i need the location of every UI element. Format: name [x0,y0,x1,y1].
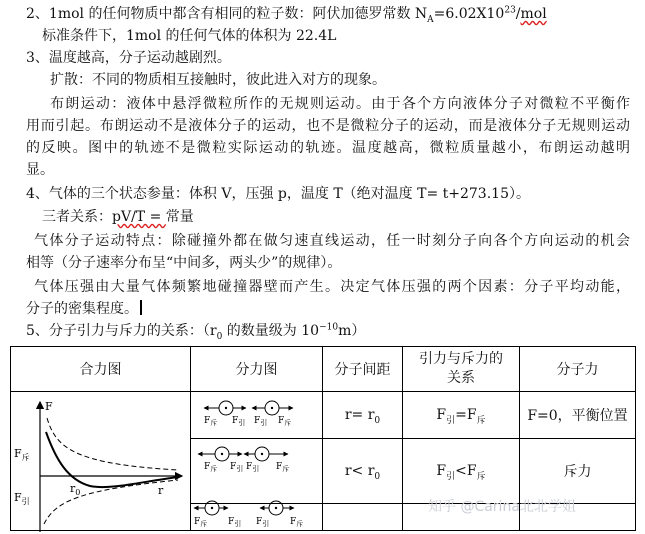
text-cursor [140,300,142,315]
relation-cell: $F_引=F_斥$ [403,392,520,439]
line-avogadro: 2、1mol 的任何物质中都含有相同的粒子数：阿伏加德罗常数 $N_A=6.02X10^{23}$/mol [26,5,547,25]
attraction-label: $F_引$ [14,491,30,506]
svg-text:F斥: $F_斥$ [204,416,218,427]
svg-text:F引: $F_引$ [254,416,268,427]
svg-text:F斥: $F_斥$ [290,517,304,528]
net-force-graph [10,394,190,534]
molecule-pair-equilibrium [204,401,293,427]
line-molecular-force: 5、分子引力与斥力的关系：（$r_0$ 的数量级为 $10^{-10}m$） [26,322,366,342]
line-brownian-4: 显。 [26,162,54,178]
svg-text:F斥: $F_斥$ [204,462,218,473]
svg-text:F引: $F_引$ [256,517,270,528]
line-gas-motion-2: 相等（分子速率分布呈“中间多，两头少”的规律）。 [26,255,342,271]
svg-text:F引: $F_引$ [230,462,244,473]
svg-text:F引: $F_引$ [232,416,246,427]
distance-cell: $r= r_0$ [323,392,403,439]
component-force-diagrams [190,394,322,534]
repulsion-curve [47,418,178,470]
x-axis-label: r [158,484,164,497]
svg-text:F斥: $F_斥$ [194,517,208,528]
formula-pv-t: pV/T = [112,209,166,225]
svg-text:F引: $F_引$ [228,517,242,528]
header-component-graph: 分力图 [191,347,323,392]
molecule-pair-repulsive [198,447,289,473]
line-gas-motion-1: 气体分子运动特点：除碰撞外都在做匀速直线运动，任一时刻分子向各个方向运动的机会 [34,233,630,249]
molecule-pair-attractive [194,501,303,528]
relation-cell: $F_引<F_斥$ [403,439,520,504]
r0-label: $r_0$ [70,482,81,497]
svg-text:F斥: $F_斥$ [276,462,290,473]
y-axis-label: F [45,400,53,413]
header-net-force-graph: 合力图 [11,347,191,392]
line-pressure-2: 分子的密集程度。 [26,298,645,320]
line-brownian-3: 的反映。图中的轨迹不是微粒实际运动的轨迹。温度越高，微粒质量越小，布朗运动越明 [26,140,630,156]
net-force-curve [46,432,178,487]
line-temperature: 3、温度越高，分子运动越剧烈。 [26,50,231,66]
svg-text:F斥: $F_斥$ [278,416,292,427]
distance-cell: $r< r_0$ [323,439,403,504]
line-pressure-1: 气体压强由大量气体频繁地碰撞器壁而产生。决定气体压强的两个因素：分子平均动能， [34,279,630,295]
svg-text:F引: $F_引$ [246,462,260,473]
line-molar-volume: 标准条件下，1mol 的任何气体的体积为 22.4L [42,28,337,44]
table-header-row [11,347,636,392]
watermark: 知乎 @Carina北北学姐 [428,499,576,515]
line-state-params: 4、气体的三个状态参量：体积 V，压强 p，温度 T（绝对温度 T= t+273.15）。 [26,186,530,202]
repulsion-label: $F_斥$ [14,447,30,462]
header-distance: 分子间距 [323,347,403,392]
line-brownian-2: 用而引起。布朗运动不是液体分子的运动，也不是微粒分子的运动，而是液体分子无规则运动 [26,118,630,134]
unit-mol: mol [520,6,547,22]
line-relation: 三者关系：pV/T = 常量 [42,209,194,225]
line-brownian-1: 布朗运动：液体中悬浮微粒所作的无规则运动。由于各个方向液体分子对微粒不平衡作 [50,96,630,112]
line-diffusion: 扩散：不同的物质相互接触时，彼此进入对方的现象。 [50,72,386,88]
header-relation: 引力与斥力的关系 [403,347,520,392]
header-molecular-force: 分子力 [520,347,636,392]
force-cell: F=0，平衡位置 [520,392,636,439]
force-cell: 斥力 [520,439,636,504]
